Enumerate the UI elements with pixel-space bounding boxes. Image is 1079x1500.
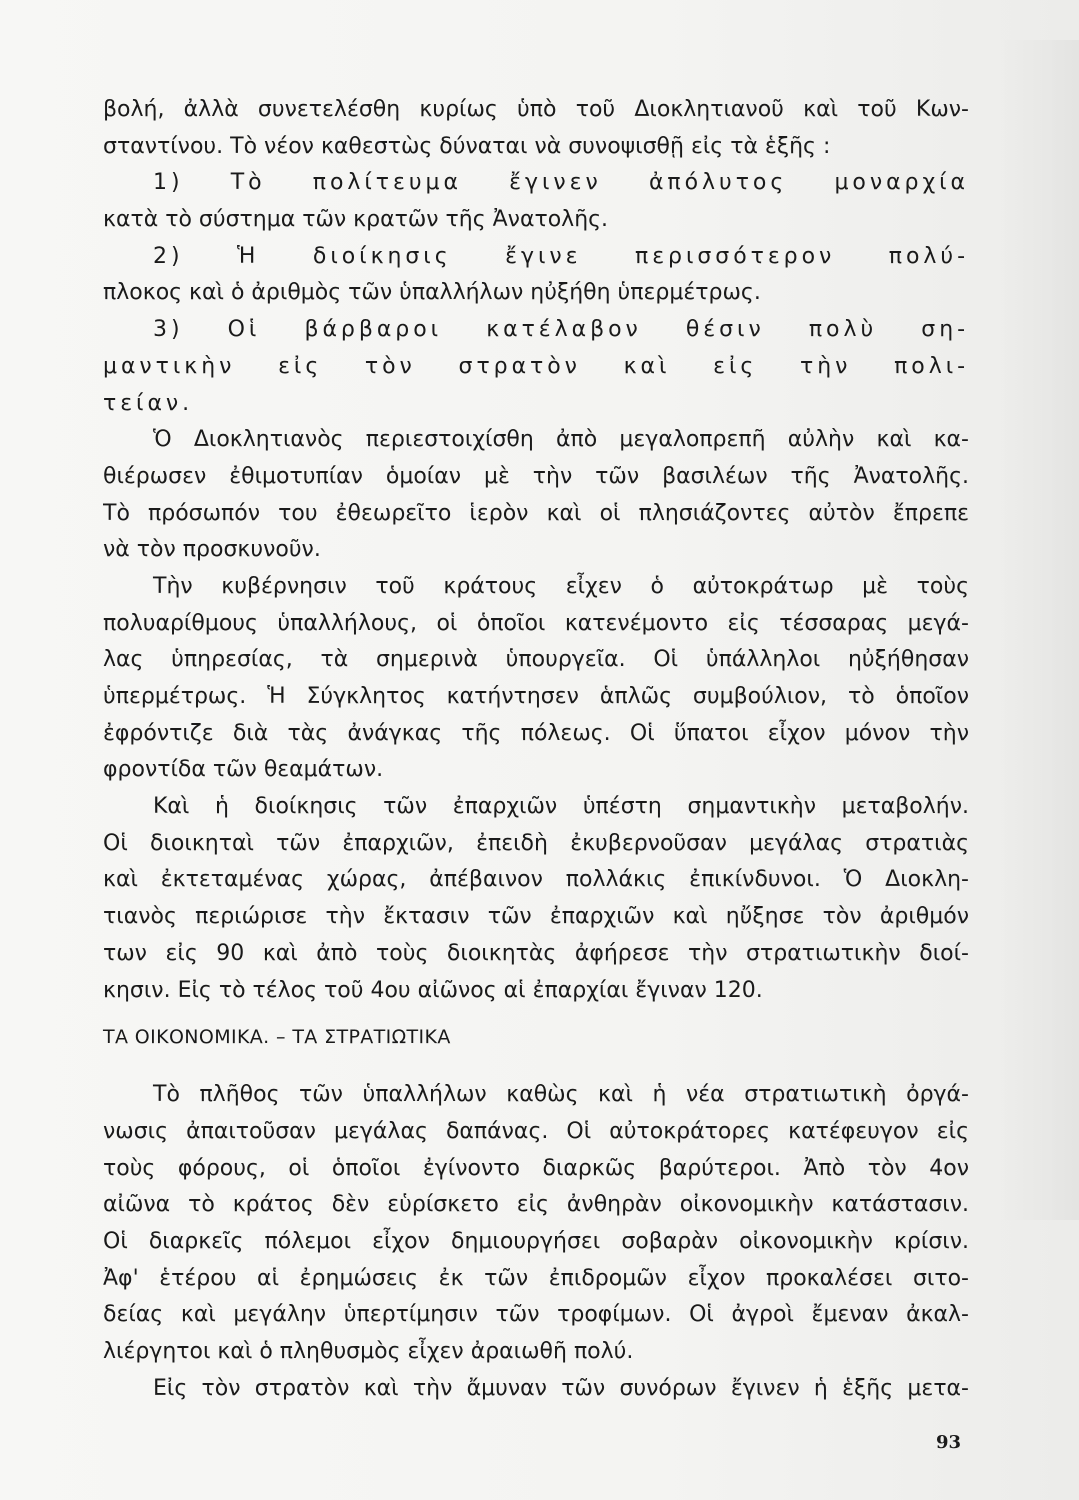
text-line: 3) Οἱ βάρβαροι κατέλαβον θέσιν πολὺ ση- bbox=[153, 317, 969, 343]
text-line: πλοκος καὶ ὁ ἀριθμὸς τῶν ὑπαλλήλων ηὐξήθη ὑπερμέτρως. bbox=[103, 280, 761, 306]
text-line: νὰ τὸν προσκυνοῦν. bbox=[103, 537, 321, 563]
text-line: καὶ ἐκτεταμένας χώρας, ἀπέβαινον πολλάκις ἐπικίνδυνοι. Ὁ Διοκλη- bbox=[103, 867, 969, 893]
text-line: Οἱ διαρκεῖς πόλεμοι εἶχον δημιουργήσει σοβαρὰν οἰκονομικὴν κρίσιν. bbox=[103, 1228, 969, 1254]
text-line: νωσις ἀπαιτοῦσαν μεγάλας δαπάνας. Οἱ αὐτοκράτορες κατέφευγον εἰς bbox=[103, 1118, 969, 1144]
text-line: των εἰς 90 καὶ ἀπὸ τοὺς διοικητὰς ἀφήρεσε τὴν στρατιωτικὴν διοί- bbox=[103, 940, 969, 966]
text-line: μαντικὴν εἰς τὸν στρατὸν καὶ εἰς τὴν πολι- bbox=[103, 353, 969, 379]
section-heading: ΤΑ ΟΙΚΟΝΟΜΙΚΑ. – ΤΑ ΣΤΡΑΤΙΩΤΙΚΑ bbox=[103, 1026, 451, 1049]
text-line: αἰῶνα τὸ κράτος δὲν εὑρίσκετο εἰς ἀνθηρὰν οἰκονομικὴν κατάστασιν. bbox=[103, 1192, 969, 1218]
text-line: ὑπερμέτρως. Ἡ Σύγκλητος κατήντησεν ἁπλῶς συμβούλιον, τὸ ὁποῖον bbox=[103, 684, 969, 709]
text-line: Τὸ πλῆθος τῶν ὑπαλλήλων καθὼς καὶ ἡ νέα στρατιωτικὴ ὀργά- bbox=[153, 1082, 969, 1108]
text-line: Τὴν κυβέρνησιν τοῦ κράτους εἶχεν ὁ αὐτοκράτωρ μὲ τοὺς bbox=[153, 573, 969, 599]
text-line: τοὺς φόρους, οἱ ὁποῖοι ἐγίνοντο διαρκῶς βαρύτεροι. Ἀπὸ τὸν 4ον bbox=[103, 1155, 969, 1181]
text-line: λιέργητοι καὶ ὁ πληθυσμὸς εἶχεν ἀραιωθῆ πολύ. bbox=[103, 1339, 634, 1364]
page-number: 93 bbox=[935, 1432, 961, 1453]
text-line: 2) Ἡ διοίκησις ἔγινε περισσότερον πολύ- bbox=[153, 243, 969, 269]
text-line: τείαν. bbox=[103, 390, 194, 416]
text-line: βολή, ἀλλὰ συνετελέσθη κυρίως ὑπὸ τοῦ Διοκλητιανοῦ καὶ τοῦ Κων- bbox=[103, 97, 969, 122]
text-line: Καὶ ἡ διοίκησις τῶν ἐπαρχιῶν ὑπέστη σημαντικὴν μεταβολήν. bbox=[153, 794, 969, 820]
text-line: Ἀφ' ἑτέρου αἱ ἐρημώσεις ἐκ τῶν ἐπιδρομῶν εἶχον προκαλέσει σιτο- bbox=[103, 1265, 969, 1291]
text-line: ἐφρόντιζε διὰ τὰς ἀνάγκας τῆς πόλεως. Οἱ ὕπατοι εἶχον μόνον τὴν bbox=[103, 720, 969, 746]
text-line: Εἰς τὸν στρατὸν καὶ τὴν ἄμυναν τῶν συνόρων ἔγινεν ἡ ἑξῆς μετα- bbox=[153, 1375, 969, 1401]
text-line: 1) Τὸ πολίτευμα ἔγινεν ἀπόλυτος μοναρχία bbox=[153, 170, 969, 196]
text-line: δείας καὶ μεγάλην ὑπερτίμησιν τῶν τροφίμων. Οἱ ἀγροὶ ἔμεναν ἀκαλ- bbox=[103, 1302, 969, 1328]
text-line: κατὰ τὸ σύστημα τῶν κρατῶν τῆς Ἀνατολῆς. bbox=[103, 207, 609, 233]
text-line: πολυαρίθμους ὑπαλλήλους, οἱ ὁποῖοι κατενέμοντο εἰς τέσσαρας μεγά- bbox=[103, 610, 969, 636]
text-line: Τὸ πρόσωπόν του ἐθεωρεῖτο ἱερὸν καὶ οἱ πλησιάζοντες αὐτὸν ἔπρεπε bbox=[103, 500, 969, 526]
text-line: κησιν. Εἰς τὸ τέλος τοῦ 4ου αἰῶνος αἱ ἐπαρχίαι ἔγιναν 120. bbox=[103, 977, 763, 1003]
text-line: λας ὑπηρεσίας, τὰ σημερινὰ ὑπουργεῖα. Οἱ ὑπάλληλοι ηὐξήθησαν bbox=[103, 647, 969, 673]
show-through-shadow bbox=[999, 40, 1079, 1220]
paragraphs-after-heading bbox=[103, 1077, 969, 1407]
paragraphs-before-heading bbox=[103, 92, 969, 1009]
text-line: φροντίδα τῶν θεαμάτων. bbox=[103, 757, 384, 783]
text-line: θιέρωσεν ἐθιμοτυπίαν ὁμοίαν μὲ τὴν τῶν βασιλέων τῆς Ἀνατολῆς. bbox=[103, 463, 969, 489]
text-line: τιανὸς περιώρισε τὴν ἔκτασιν τῶν ἐπαρχιῶν καὶ ηὔξησε τὸν ἀριθμόν bbox=[103, 904, 969, 930]
text-line: Ὁ Διοκλητιανὸς περιεστοιχίσθη ἀπὸ μεγαλοπρεπῆ αὐλὴν καὶ κα- bbox=[153, 427, 969, 453]
body-text bbox=[103, 92, 969, 1407]
text-line: σταντίνου. Τὸ νέον καθεστὼς δύναται νὰ συνοψισθῇ εἰς τὰ ἑξῆς : bbox=[103, 133, 831, 159]
text-line: Οἱ διοικηταὶ τῶν ἐπαρχιῶν, ἐπειδὴ ἐκυβερνοῦσαν μεγάλας στρατιὰς bbox=[103, 830, 969, 856]
